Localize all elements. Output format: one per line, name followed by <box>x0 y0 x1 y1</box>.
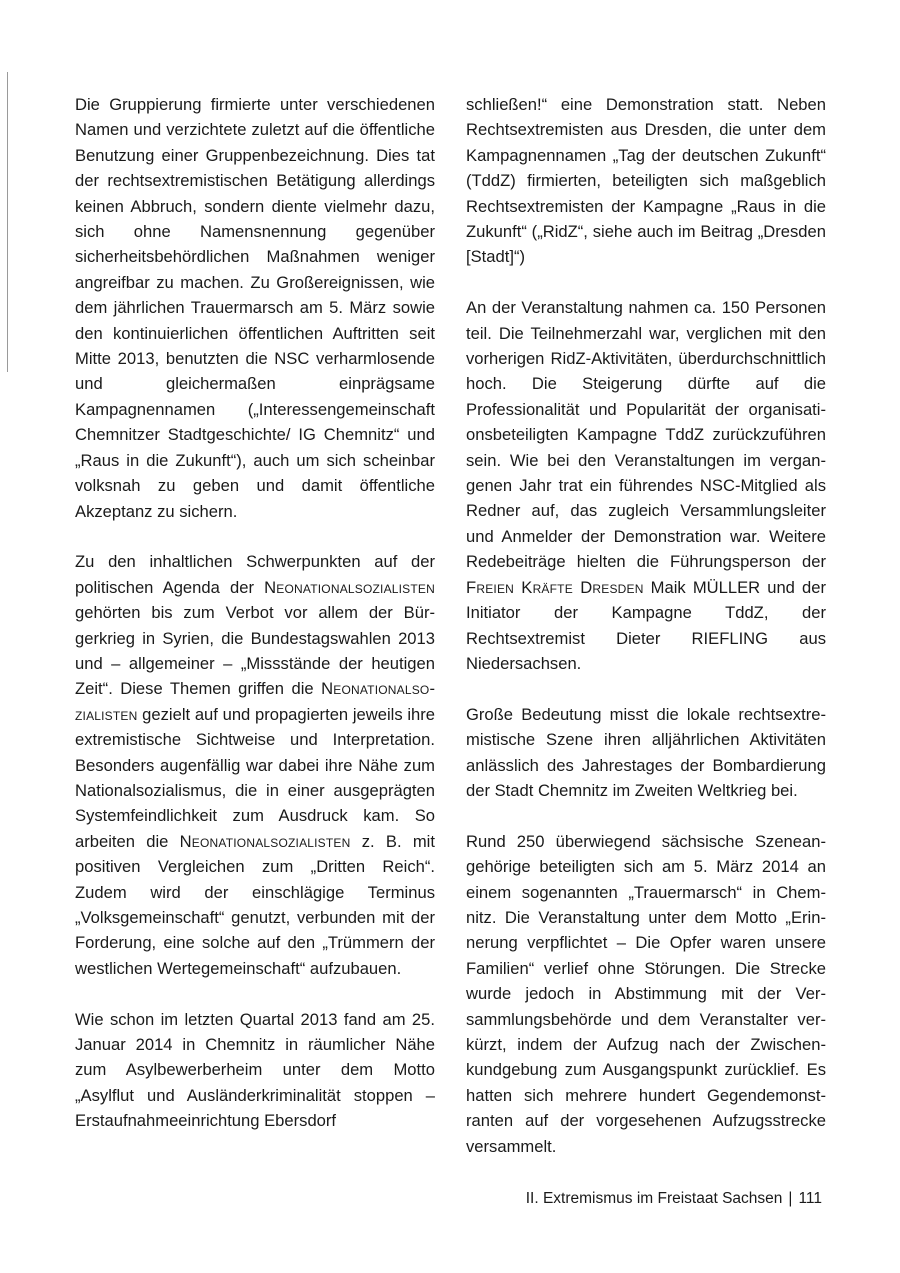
text-run: gezielt auf und propagierten jeweils ihre extremistische Sichtweise und Interpretation. Besonders augenfällig war dabei ihre Nähe zum Nationalsozialismus, die in einer ausgeprägten Systemfeindlichkeit zum Ausdruck kam. So arbeiten die <box>75 704 435 851</box>
paragraph: Rund 250 überwiegend sächsische Szeneangehörige beteiligten sich am 5. März 2014 an einem sogenannten „Trauermarsch“ in Chemnitz. Die Veranstaltung unter dem Motto „Erinnerung verpflichtet – Die Opfer waren unsere Familien“ verlief ohne Störungen. Die Strecke wurde jedoch in Abstimmung mit der Versammlungsbehörde und dem Veranstalter verkürzt, indem der Aufzug nach der Zwischenkundgebung zum Ausgangspunkt zurücklief. Es hatten sich mehrere hundert Gegendemonstranten auf der vorgesehenen Aufzugsstrecke versammelt. <box>466 831 826 1156</box>
paragraph <box>466 295 826 676</box>
small-caps-term: Neonationalsozialisten <box>179 831 351 851</box>
left-column <box>75 92 435 1159</box>
text-run: z. B. mit positiven Vergleichen zum „Dritten Reich“. Zudem wird der einschlägige Terminus „Volksgemeinschaft“ genutzt, verbunden mit der Forderung, eine solche auf den „Trümmern der westlichen Wertegemeinschaft“ aufzubauen. <box>75 831 435 978</box>
small-caps-term: Neonationalsozialisten <box>75 679 435 724</box>
paragraph: Wie schon im letzten Quartal 2013 fand am 25. Januar 2014 in Chemnitz in räumlicher Nähe zum Asylbewerberheim unter dem Motto „Asylflut und Ausländerkriminalität stoppen – Erstaufnahmeeinrichtung Ebersdorf <box>75 1009 435 1131</box>
section-title: II. Extremismus im Freistaat Sachsen <box>525 1190 783 1207</box>
paragraph <box>75 549 435 981</box>
paragraph: Große Bedeutung misst die lokale rechtsextremistische Szene ihren alljährlichen Aktivitäten anlässlich des Jahrestages der Bombardierung der Stadt Chemnitz im Zweiten Weltkrieg bei. <box>466 704 826 800</box>
text-run: An der Veranstaltung nahmen ca. 150 Personen teil. Die Teilnehmerzahl war, verglichen mit den vorherigen RidZ-Aktivitäten, überdurchschnittlich hoch. Die Steigerung dürfte auf die Professionalität und Popularität der organisationsbeteiligten Kampagne TddZ zurückzuführen sein. Wie bei den Veranstaltungen im vergangenen Jahr trat ein führendes NSC-Mitglied als Redner auf, das zugleich Versammlungsleiter und Anmelder der Demonstration war. Weitere Redebeiträge hielten die Führungsperson der <box>466 298 826 572</box>
footer-separator: | <box>788 1190 793 1207</box>
margin-rule <box>7 72 8 372</box>
small-caps-term: Neonationalsozialisten <box>264 577 435 597</box>
text-run: gehörten bis zum Verbot vor allem der Bürgerkrieg in Syrien, die Bundestagswahlen 2013 und – allgemeiner – „Missstände der heutigen Zeit“. Diese Themen griffen die <box>75 603 435 699</box>
text-run: Zu den inhaltlichen Schwerpunkten auf der politischen Agenda der <box>75 552 435 597</box>
small-caps-term: Freien Kräfte Dresden <box>466 577 644 597</box>
paragraph: schließen!“ eine Demonstration statt. Neben Rechtsextremisten aus Dresden, die unter dem Kampagnennamen „Tag der deutschen Zukunft“ (TddZ) firmierten, beteiligten sich maßgeblich Rechtsextremisten der Kampagne „Raus in die Zukunft“ („RidZ“, siehe auch im Beitrag „Dresden [Stadt]“) <box>466 95 826 267</box>
page-number: 111 <box>798 1190 822 1207</box>
page-footer <box>526 1190 822 1208</box>
right-column <box>466 92 826 1184</box>
paragraph: Die Gruppierung firmierte unter verschiedenen Namen und verzichtete zuletzt auf die öffentliche Benutzung einer Gruppenbezeichnung. Dies tat der rechtsextremistischen Betätigung allerdings keinen Abbruch, sondern diente vielmehr dazu, sich ohne Namensnennung gegenüber sicherheitsbehördlichen Maßnahmen weniger angreifbar zu machen. Zu Großereignissen, wie dem jährlichen Trauermarsch am 5. März sowie den kontinuierlichen öffentlichen Auftritten seit Mitte 2013, benutzten die NSC verharmlosende und gleichermaßen einprägsame Kampagnennamen („Interessengemeinschaft Chemnitzer Stadtgeschichte/ IG Chemnitz“ und „Raus in die Zukunft“), auch um sich scheinbar volksnah zu geben und damit öffentliche Akzeptanz zu sichern. <box>75 95 435 521</box>
text-run: Maik MÜLLER und der Initiator der Kampagne TddZ, der Rechtsextremist Dieter RIEFLING aus Niedersachsen. <box>466 577 826 673</box>
